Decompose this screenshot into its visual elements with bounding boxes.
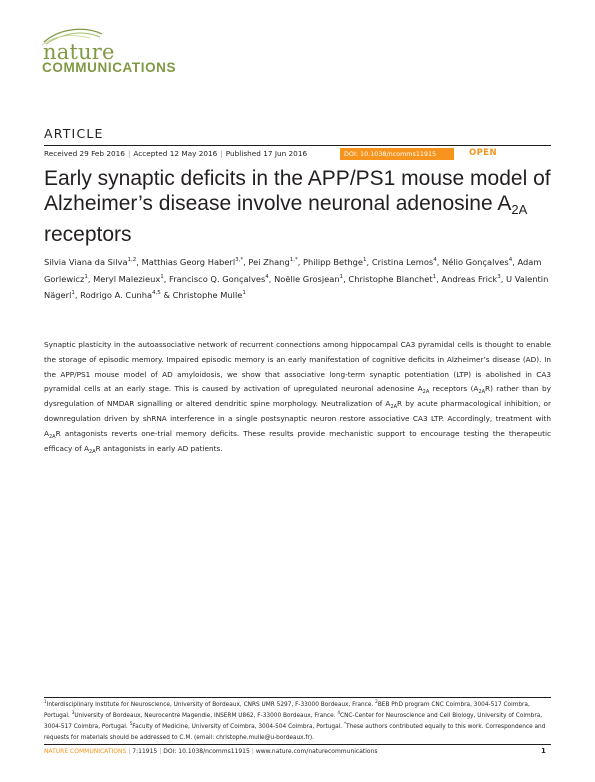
- affiliations: [44, 700, 551, 744]
- author-affiliation-marker: 1: [84, 273, 88, 280]
- abstract-text: R antagonists in early AD patients.: [95, 443, 223, 453]
- author-affiliation-marker: 1: [160, 273, 164, 280]
- author-name: Francisco Q. Gonçalves: [169, 273, 266, 284]
- abstract-subscript: 2A: [89, 448, 96, 455]
- title-main: Early synaptic deficits in the APP/PS1 mouse model of Alzheimer’s disease involve neuronal adenosine A: [44, 167, 551, 215]
- author-affiliation-marker: 4,5: [152, 290, 161, 296]
- author-affiliation-marker: 3: [497, 273, 501, 280]
- title-end: receptors: [44, 223, 132, 246]
- author-name: Matthias Georg Haberl: [141, 257, 236, 267]
- author: [348, 274, 436, 284]
- abstract-subscript: 2A: [390, 404, 398, 411]
- abstract-subscript: 2A: [422, 389, 430, 396]
- author-affiliation-marker: 1: [242, 290, 246, 296]
- author-affiliation-marker: 1,2: [127, 257, 137, 263]
- affil-text: Faculty of Medicine, University of Coimbra, 3004-504 Coimbra, Portugal.: [132, 724, 344, 730]
- author-name: Cristina Lemos: [371, 257, 434, 267]
- date-separator: |: [220, 149, 223, 158]
- author: [442, 257, 512, 267]
- affil-text: These authors contributed equally to this work. Correspondence and requests for materials should be addressed to C.M. (email: christophe.mulle@u-bordeaux.fr).: [44, 724, 546, 741]
- author: [173, 290, 246, 300]
- affil-marker: 5: [129, 721, 133, 726]
- date-separator: |: [127, 149, 131, 158]
- author-affiliation-marker: 1,*: [289, 257, 298, 263]
- author-affiliation-marker: 1: [71, 290, 75, 296]
- author-name: Pei Zhang: [248, 257, 290, 267]
- author: [274, 274, 343, 284]
- published-date: Published 17 Jun 2016: [225, 149, 308, 158]
- author-list: Silvia Viana da Silva$^{1,2}$, Matthias Georg Haberl$^{3,*}$, Pei Zhang$^{1,*}$, Philipp Bethge$^1$, Cristina Lemos$^4$, Nélio Gonçalves$^4$, Adam Gorlewicz$^1$, Meryl Malezieux$^1$, Francisco Q. Gonçalves$^4$, Noëlle Grosjean$^1$, Christophe Blanchet$^1$, Andreas Frick$^3$, U Valentin Nägerl$^1$, Rodrigo A. Cunha$^{4,5}$ & Christophe Mulle$^1$: [44, 257, 549, 300]
- footer-separator: |: [251, 748, 254, 755]
- abstract: [44, 338, 551, 456]
- logo-nature-text: nature: [43, 40, 115, 64]
- page-number: 1: [541, 747, 546, 755]
- author-name: Adam Gorlewicz: [44, 257, 542, 284]
- affil-text: University of Bordeaux, Neurocentre Magendie, INSERM U862, F-33000 Bordeaux, France.: [74, 713, 338, 719]
- open-access-badge: OPEN: [469, 148, 497, 158]
- affil-text: BEB PhD program CNC Coimbra, 3004-517 Coimbra, Portugal.: [44, 702, 530, 719]
- author-affiliation-marker: 1: [363, 257, 367, 263]
- abstract-text: R antagonists reverts one-trial memory deficits. These results provide mechanistic support to encourage testing the therapeutic efficacy of A: [44, 428, 551, 453]
- footer-separator: |: [128, 748, 131, 755]
- author: [80, 290, 161, 300]
- logo-communications-text: COMMUNICATIONS: [42, 60, 177, 75]
- author-name: Nélio Gonçalves: [442, 257, 509, 267]
- author-name: Philipp Bethge: [303, 257, 364, 267]
- header-rule: [44, 145, 551, 146]
- author-name: Andreas Frick: [441, 273, 498, 284]
- affil-marker: 4: [337, 710, 341, 715]
- author-name: Silvia Viana da Silva: [44, 257, 128, 267]
- footer-url[interactable]: www.nature.com/naturecommunications: [255, 748, 378, 755]
- received-date: Received 29 Feb 2016: [44, 149, 125, 158]
- affil-marker: 3: [71, 710, 75, 715]
- author-name: Noëlle Grosjean: [274, 273, 340, 284]
- article-title: [44, 166, 559, 247]
- affil-marker: 2: [375, 699, 378, 704]
- affiliation-rule: [44, 697, 551, 698]
- publication-dates: [44, 149, 307, 158]
- author: [142, 257, 244, 267]
- author: [303, 257, 367, 267]
- abstract-text: R) rather than by dysregulation of NMDAR signalling or altered dendritic spine morphology. Neutralization of A: [44, 384, 551, 409]
- author-affiliation-marker: 3,*: [235, 257, 244, 263]
- author-name: Meryl Malezieux: [93, 273, 161, 284]
- author: [441, 274, 500, 284]
- affil-marker: 1: [44, 699, 47, 704]
- doi-badge[interactable]: DOI: 10.1038/ncomms11915: [340, 148, 454, 160]
- affil-text: Interdisciplinary Institute for Neuroscience, University of Bordeaux, CNRS UMR 5297, F-33000 Bordeaux, France.: [46, 702, 376, 708]
- footer-separator: |: [159, 748, 162, 755]
- affil-marker: *: [343, 721, 347, 726]
- author: [44, 257, 136, 267]
- author-name: Christophe Blanchet: [348, 273, 433, 284]
- page-footer: [44, 748, 378, 755]
- author-affiliation-marker: 1: [339, 273, 344, 280]
- affil-text: CNC-Center for Neuroscience and Cell Biology, University of Coimbra, 3004-517 Coimbra, Portugal.: [44, 713, 543, 730]
- author-name: U Valentin Nägerl: [44, 273, 549, 300]
- author: [93, 274, 164, 284]
- author-affiliation-marker: 4: [265, 273, 269, 280]
- article-type: ARTICLE: [44, 126, 104, 141]
- author: [169, 274, 269, 284]
- author-name: Rodrigo A. Cunha: [80, 290, 153, 300]
- abstract-text: R by acute pharmacological inhibition, or downregulation driven by shRNA interference in a single postsynaptic neuron restore associative CA3 LTP. Accordingly, treatment with A: [44, 399, 551, 438]
- author-affiliation-marker: 4: [508, 257, 513, 263]
- abstract-text: receptors (A: [429, 384, 479, 394]
- abstract-text: Synaptic plasticity in the autoassociative network of recurrent connections among hippocampal CA3 pyramidal cells is thought to enable the storage of episodic memory. Impaired episodic memory is an early manifestation of cognitive deficits in Alzheimer’s disease (AD). In the APP/PS1 mouse model of AD amyloidosis, we show that associative long-term synaptic potentiation (LTP) is abolished in CA3 pyramidal cells at an early stage. This is caused by activation of upregulated neuronal adenosine A: [44, 340, 551, 394]
- abstract-subscript: 2A: [49, 433, 56, 440]
- abstract-subscript: 2A: [478, 389, 486, 396]
- footer-volume: 7:11915: [132, 748, 158, 755]
- accepted-date: Accepted 12 May 2016: [133, 149, 218, 158]
- author-affiliation-marker: 1: [432, 273, 437, 280]
- author: [372, 257, 437, 267]
- author-affiliation-marker: 4: [433, 257, 437, 263]
- author-name: Christophe Mulle: [172, 290, 243, 300]
- footer-rule: [44, 744, 551, 745]
- author: [248, 257, 297, 267]
- journal-logo: [40, 26, 175, 76]
- footer-journal: NATURE COMMUNICATIONS: [44, 748, 127, 755]
- title-subscript: 2A: [511, 202, 528, 217]
- footer-doi[interactable]: DOI: 10.1038/ncomms11915: [163, 748, 250, 755]
